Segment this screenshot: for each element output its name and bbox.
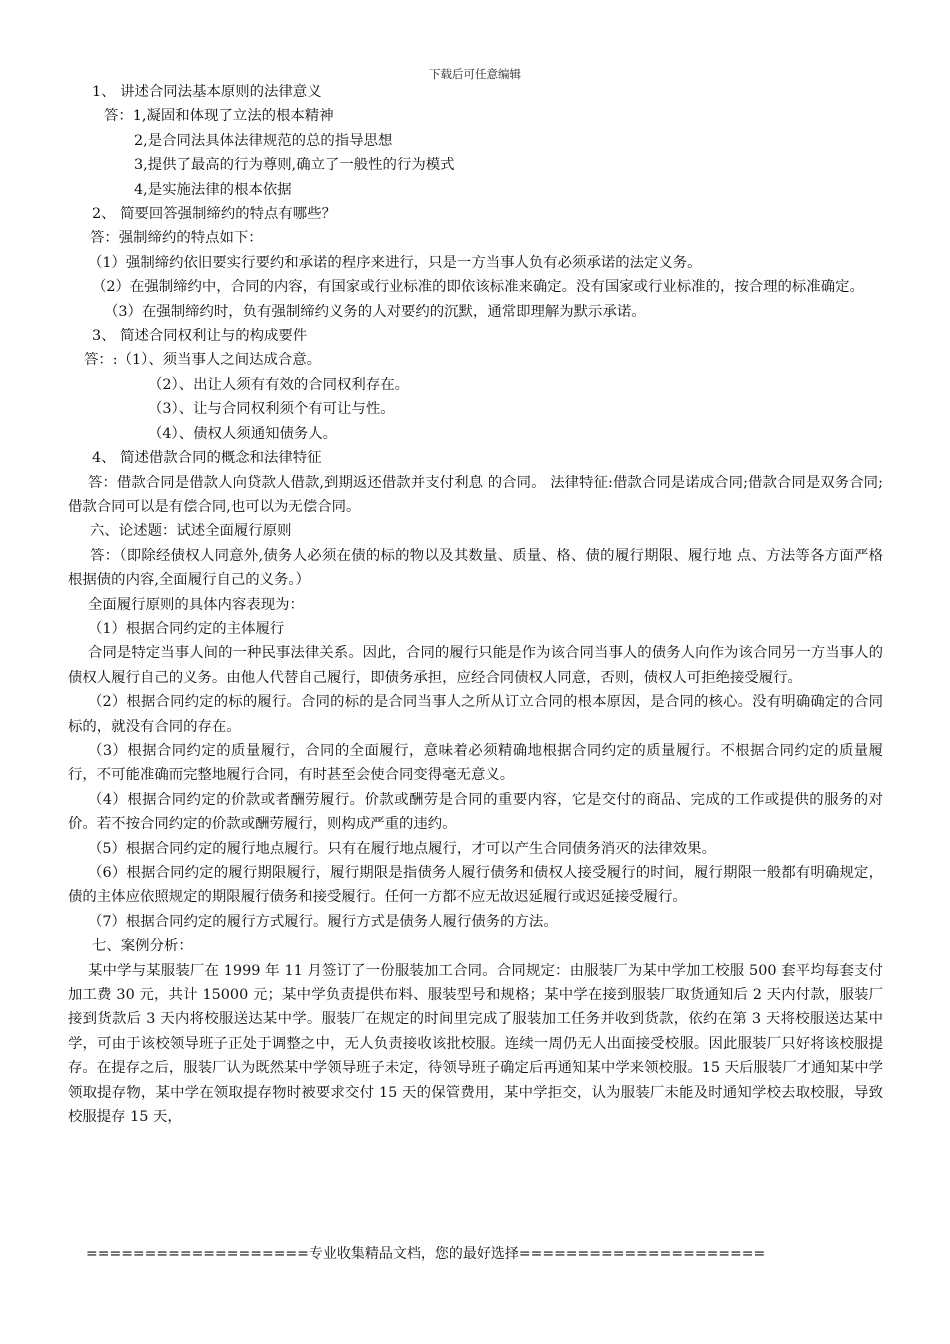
paragraph: （1）强制缔约依旧要实行要约和承诺的程序来进行，只是一方当事人负有必须承诺的法定义务。 xyxy=(88,254,702,271)
paragraph: 1、 讲述合同法基本原则的法律意义 xyxy=(92,84,322,100)
paragraph: 答：强制缔约的特点如下： xyxy=(90,230,263,247)
paragraph: （2）根据合同约定的标的履行。合同的标的是合同当事人之所从订立合同的根本原因，是合同的核心。没有明确确定的合同标的，就没有合同的存在。 xyxy=(68,694,883,735)
paragraph: 答：借款合同是借款人向贷款人借款,到期返还借款并支付利息 的合同。 法律特征:借款合同是诺成合同;借款合同是双务合同;借款合同可以是有偿合同,也可以为无偿合同。 xyxy=(68,474,883,515)
paragraph: 4,是实施法律的根本依据 xyxy=(134,181,292,198)
paragraph: 3、 简述合同权利让与的构成要件 xyxy=(92,328,308,345)
paragraph: 某中学与某服装厂在 1999 年 11 月签订了一份服装加工合同。合同规定：由服装厂为某中学加工校服 500 套平均每套支付加工费 30 元，共计 15000 元；某中学负责提供布料、服装型号和规格；某中学在接到服装厂取货通知后 2 天内付款，服装厂接到货款后 3 天内将校服送达某中学。服装厂在规定的时间里完成了服装加工任务并收到货款，依约在第 3 天将校服送达某中学，可由于该校领导班子正处于调整之中，无人负责接收该批校服。连续一周仍无人出面接受校服。因此服装厂只好将该校服提存。在提存之后，服装厂认为既然某中学领导班子未定，待领导班子确定后再通知某中学来领校服。15 天后服装厂才通知某中学领取提存物，某中学在领取提存物时被要求交付 15 天的保管费用，某中学拒交，认为服装厂未能及时通知学校去取校服，导致校服提存 15 天， xyxy=(68,962,883,1126)
paragraph: （4）根据合同约定的价款或者酬劳履行。价款或酬劳是合同的重要内容，它是交付的商品、完成的工作或提供的服务的对价。若不按合同约定的价款或酬劳履行，则构成严重的违约。 xyxy=(68,791,883,833)
paragraph: 3,提供了最高的行为尊则,确立了一般性的行为模式 xyxy=(134,157,455,174)
page-header: 下载后可任意编辑 xyxy=(429,67,521,81)
paragraph: 答：1,凝固和体现了立法的根本精神 xyxy=(104,108,334,125)
paragraph: （4）、债权人须通知债务人。 xyxy=(148,425,338,442)
paragraph: （7）根据合同约定的履行方式履行。履行方式是债务人履行债务的方法。 xyxy=(88,913,558,930)
paragraph: 六、论述题：试述全面履行原则 xyxy=(90,523,292,540)
paragraph: （3）、让与合同权利须个有可让与性。 xyxy=(148,401,395,418)
paragraph: 合同是特定当事人间的一种民事法律关系。因此，合同的履行只能是作为该合同当事人的债务人向作为该合同另一方当事人的债权人履行自己的义务。由他人代替自己履行，即债务承担，应经合同债权人同意，否则，债权人可拒绝接受履行。 xyxy=(68,645,883,686)
paragraph: （3）在强制缔约时，负有强制缔约义务的人对要约的沉默，通常即理解为默示承诺。 xyxy=(104,303,646,320)
paragraph: （2）在强制缔约中，合同的内容，有国家或行业标准的即依该标准来确定。没有国家或行业标准的，按合理的标准确定。 xyxy=(92,279,864,296)
paragraph: 全面履行原则的具体内容表现为： xyxy=(88,596,304,613)
paragraph: （6）根据合同约定的履行期限履行，履行期限是指债务人履行债务和债权人接受履行的时间，履行期限一般都有明确规定，债的主体应依照规定的期限履行债务和接受履行。任何一方都不应无故迟延履行或迟延接受履行。 xyxy=(68,865,883,906)
paragraph: 2、 简要回答强制缔约的特点有哪些？ xyxy=(92,206,336,223)
paragraph: 4、 简述借款合同的概念和法律特征 xyxy=(92,450,322,467)
paragraph: 2,是合同法具体法律规范的总的指导思想 xyxy=(134,132,393,149)
paragraph: 答：（即除经债权人同意外,债务人必须在债的标的物以及其数量、质量、格、债的履行期限、履行地 点、方法等各方面严格根据债的内容,全面履行自己的义务。） xyxy=(68,547,883,589)
paragraph: （1）根据合同约定的主体履行 xyxy=(88,620,285,637)
paragraph: 七、案例分析： xyxy=(92,938,193,955)
page-footer: ===================专业收集精品文档，您的最好选择===================== xyxy=(86,1246,766,1262)
paragraph: （2）、出让人须有有效的合同权利存在。 xyxy=(148,376,409,393)
document-body xyxy=(68,80,883,1129)
paragraph: （3）根据合同约定的质量履行，合同的全面履行，意味着必须精确地根据合同约定的质量履行。不根据合同约定的质量履行，不可能准确而完整地履行合同，有时甚至会使合同变得毫无意义。 xyxy=(68,742,883,784)
paragraph: （5）根据合同约定的履行地点履行。只有在履行地点履行，才可以产生合同债务消灭的法律效果。 xyxy=(88,840,716,857)
paragraph: 答：:（1）、须当事人之间达成合意。 xyxy=(84,352,322,369)
